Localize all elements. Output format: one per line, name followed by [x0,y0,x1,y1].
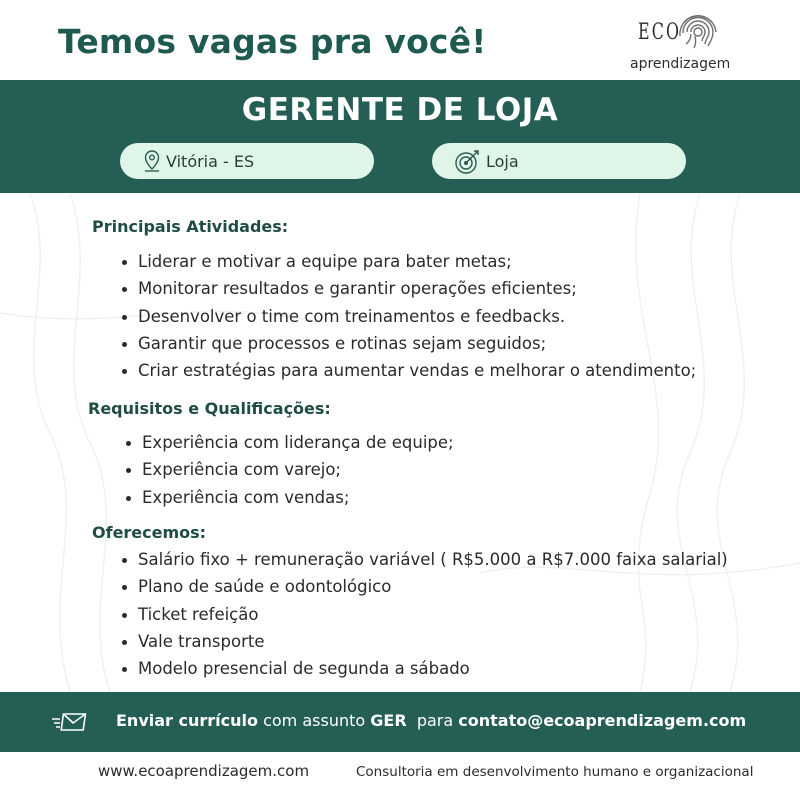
requirements-list [124,429,454,511]
job-title: GERENTE DE LOJA [241,92,559,128]
job-banner [0,80,800,193]
website-link[interactable]: www.ecoaprendizagem.com [98,762,310,780]
list-item: Experiência com vendas; [124,484,454,511]
target-icon [454,147,482,175]
offers-title: Oferecemos: [92,523,207,542]
tagline: Consultoria em desenvolvimento humano e organizacional [356,764,754,780]
cta-action: Enviar currículo [116,711,258,730]
area-pill [432,143,686,179]
list-item: Experiência com varejo; [124,456,454,483]
location-pill [120,143,374,179]
contact-email[interactable]: contato@ecoaprendizagem.com [458,711,747,730]
fingerprint-icon [674,8,722,56]
cta-subject: GER [370,711,407,730]
list-item: Ticket refeição [120,601,728,628]
area-text: Loja [486,151,519,171]
cta-text [116,711,746,730]
cta-bar [0,692,800,752]
logo-eco-text: ECO [638,20,682,45]
map-pin-icon [142,149,162,173]
offers-list [120,546,728,682]
list-item: Garantir que processos e rotinas sejam seguidos; [120,330,696,357]
requirements-title: Requisitos e Qualificações: [88,399,331,418]
activities-list [120,248,696,384]
headline: Temos vagas pra você! [58,22,487,61]
list-item: Desenvolver o time com treinamentos e feedbacks. [120,303,696,330]
list-item: Criar estratégias para aumentar vendas e melhorar o atendimento; [120,357,696,384]
location-text: Vitória - ES [166,151,255,171]
logo-wordmark: aprendizagem [630,56,731,72]
list-item: Liderar e motivar a equipe para bater metas; [120,248,696,275]
list-item: Monitorar resultados e garantir operações eficientes; [120,275,696,302]
mail-icon [50,710,90,734]
list-item: Experiência com liderança de equipe; [124,429,454,456]
company-logo [630,12,750,74]
list-item: Vale transporte [120,628,728,655]
job-details [0,193,800,692]
list-item: Modelo presencial de segunda a sábado [120,655,728,682]
activities-title: Principais Atividades: [92,217,289,236]
list-item: Plano de saúde e odontológico [120,573,728,600]
list-item: Salário fixo + remuneração variável ( R$5.000 a R$7.000 faixa salarial) [120,546,728,573]
cta-to: para [416,711,454,730]
cta-middle: com assunto [263,711,366,730]
